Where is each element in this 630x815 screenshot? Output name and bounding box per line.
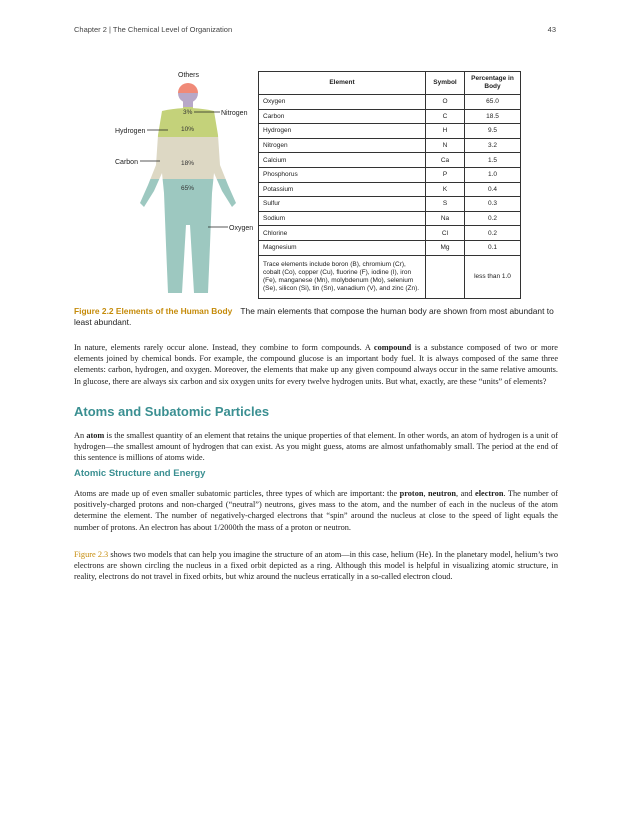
caption-title: Figure 2.2 Elements of the Human Body [74, 306, 233, 316]
carbon-region [110, 137, 260, 179]
trace-symbol-cell [426, 255, 465, 298]
percentage-cell: 1.5 [465, 153, 521, 168]
page-number: 43 [547, 25, 556, 34]
percentage-cell: 3.2 [465, 138, 521, 153]
symbol-cell: S [426, 197, 465, 212]
percentage-cell: 0.3 [465, 197, 521, 212]
term-electron: electron [475, 489, 504, 498]
symbol-cell: Mg [426, 240, 465, 255]
percentage-cell: 9.5 [465, 124, 521, 139]
element-cell: Sulfur [259, 197, 426, 212]
element-cell: Potassium [259, 182, 426, 197]
trace-percentage-cell: less than 1.0 [465, 255, 521, 298]
paragraph-compounds: In nature, elements rarely occur alone. Instead, they combine to form compounds. A compound is a substance composed of two or more elements joined by chemical bonds. For example, the compound glucose is an important body fuel. It is always composed of the same three elements: carbon, hydrogen, and oxygen. Moreover, the elements that make up any given compound always occur in the same relative amounts. In glucose, there are always six carbon and six oxygen units for every twelve hydrogen units. But what, exactly, are these “units” of elements? [74, 343, 558, 386]
symbol-cell: O [426, 95, 465, 110]
elements-table [258, 71, 521, 299]
symbol-cell: P [426, 167, 465, 182]
trace-row [259, 255, 521, 298]
element-cell: Oxygen [259, 95, 426, 110]
hydrogen-percent: 10% [181, 126, 195, 133]
symbol-cell: H [426, 124, 465, 139]
element-cell: Sodium [259, 211, 426, 226]
header-symbol: Symbol [426, 72, 465, 95]
carbon-percent: 18% [181, 160, 195, 167]
heading-atoms: Atoms and Subatomic Particles [74, 404, 270, 419]
percentage-cell: 65.0 [465, 95, 521, 110]
element-cell: Magnesium [259, 240, 426, 255]
caption-text: The main elements that compose the human body are shown from most abundant to least abundant. [74, 306, 554, 327]
percentage-cell: 0.2 [465, 226, 521, 241]
symbol-cell: C [426, 109, 465, 124]
heading-atomic-structure: Atomic Structure and Energy [74, 468, 206, 479]
others-region [110, 65, 260, 93]
table-row [259, 124, 521, 139]
header-percentage: Percentage in Body [465, 72, 521, 95]
element-cell: Nitrogen [259, 138, 426, 153]
oxygen-region [110, 179, 260, 300]
element-cell: Calcium [259, 153, 426, 168]
table-row [259, 167, 521, 182]
chapter-header: Chapter 2 | The Chemical Level of Organization [74, 25, 233, 34]
table-row [259, 182, 521, 197]
table-row [259, 211, 521, 226]
paragraph-subatomic: Atoms are made up of even smaller subatomic particles, three types of which are important: the proton, neutron, and electron. The number of positively-charged protons and non-charged (“neutral”) neutrons, gives mass to the atom, and the number of each in the nucleus of the atom determine the element. The number of negatively-charged electrons that “spin” around the nucleus at close to the speed of light equals the number of protons. An electron has about 1/2000th the mass of a proton or neutron. [74, 489, 558, 532]
element-cell: Carbon [259, 109, 426, 124]
table-row [259, 153, 521, 168]
table-header-row [259, 72, 521, 95]
paragraph-atom: An atom is the smallest quantity of an element that retains the unique properties of that element. In other words, an atom of hydrogen is a unit of hydrogen—the smallest amount of hydrogen that can exist. As you might guess, atoms are almost unfathomably small. The period at the end of this sentence is millions of atoms wide. [74, 431, 559, 463]
figure-2-3-link[interactable]: Figure 2.3 [74, 550, 109, 559]
term-proton: proton [399, 489, 424, 498]
term-atom: atom [86, 431, 105, 440]
symbol-cell: Cl [426, 226, 465, 241]
element-cell: Chlorine [259, 226, 426, 241]
paragraph-models: Figure 2.3 shows two models that can help you imagine the structure of an atom—in this case, helium (He). In the planetary model, helium’s two electrons are shown circling the nucleus in a fixed orbit depicted as a ring. Although this model is helpful in visualizing atomic structure, in reality, electrons do not travel in fixed orbits, but whiz around the nucleus erratically in a so-called electron cloud. [74, 550, 559, 582]
trace-elements-cell: Trace elements include boron (B), chromium (Cr), cobalt (Co), copper (Cu), fluorine (F), iodine (I), iron (Fe), manganese (Mn), molybdenum (Mo), selenium (Se), silicon (Si), tin (Sn), vanadium (V), and zinc (Zn). [259, 255, 426, 298]
carbon-label: Carbon [115, 159, 138, 166]
percentage-cell: 0.2 [465, 211, 521, 226]
oxygen-label: Oxygen [229, 225, 254, 232]
element-cell: Phosphorus [259, 167, 426, 182]
table-row [259, 95, 521, 110]
nitrogen-percent: 3% [183, 109, 193, 116]
term-neutron: neutron [428, 489, 457, 498]
human-body-figure [110, 65, 260, 300]
hydrogen-label: Hydrogen [115, 128, 146, 135]
symbol-cell: N [426, 138, 465, 153]
symbol-cell: Na [426, 211, 465, 226]
nitrogen-region [110, 93, 260, 107]
oxygen-percent: 65% [181, 185, 195, 192]
percentage-cell: 1.0 [465, 167, 521, 182]
figure-caption [74, 306, 560, 328]
others-label: Others [178, 72, 200, 79]
symbol-cell: K [426, 182, 465, 197]
symbol-cell: Ca [426, 153, 465, 168]
percentage-cell: 18.5 [465, 109, 521, 124]
percentage-cell: 0.4 [465, 182, 521, 197]
percentage-cell: 0.1 [465, 240, 521, 255]
table-row [259, 197, 521, 212]
table-row [259, 109, 521, 124]
table-row [259, 226, 521, 241]
nitrogen-label: Nitrogen [221, 110, 248, 117]
term-compound: compound [373, 343, 412, 352]
table-row [259, 138, 521, 153]
header-element: Element [259, 72, 426, 95]
element-cell: Hydrogen [259, 124, 426, 139]
table-row [259, 240, 521, 255]
